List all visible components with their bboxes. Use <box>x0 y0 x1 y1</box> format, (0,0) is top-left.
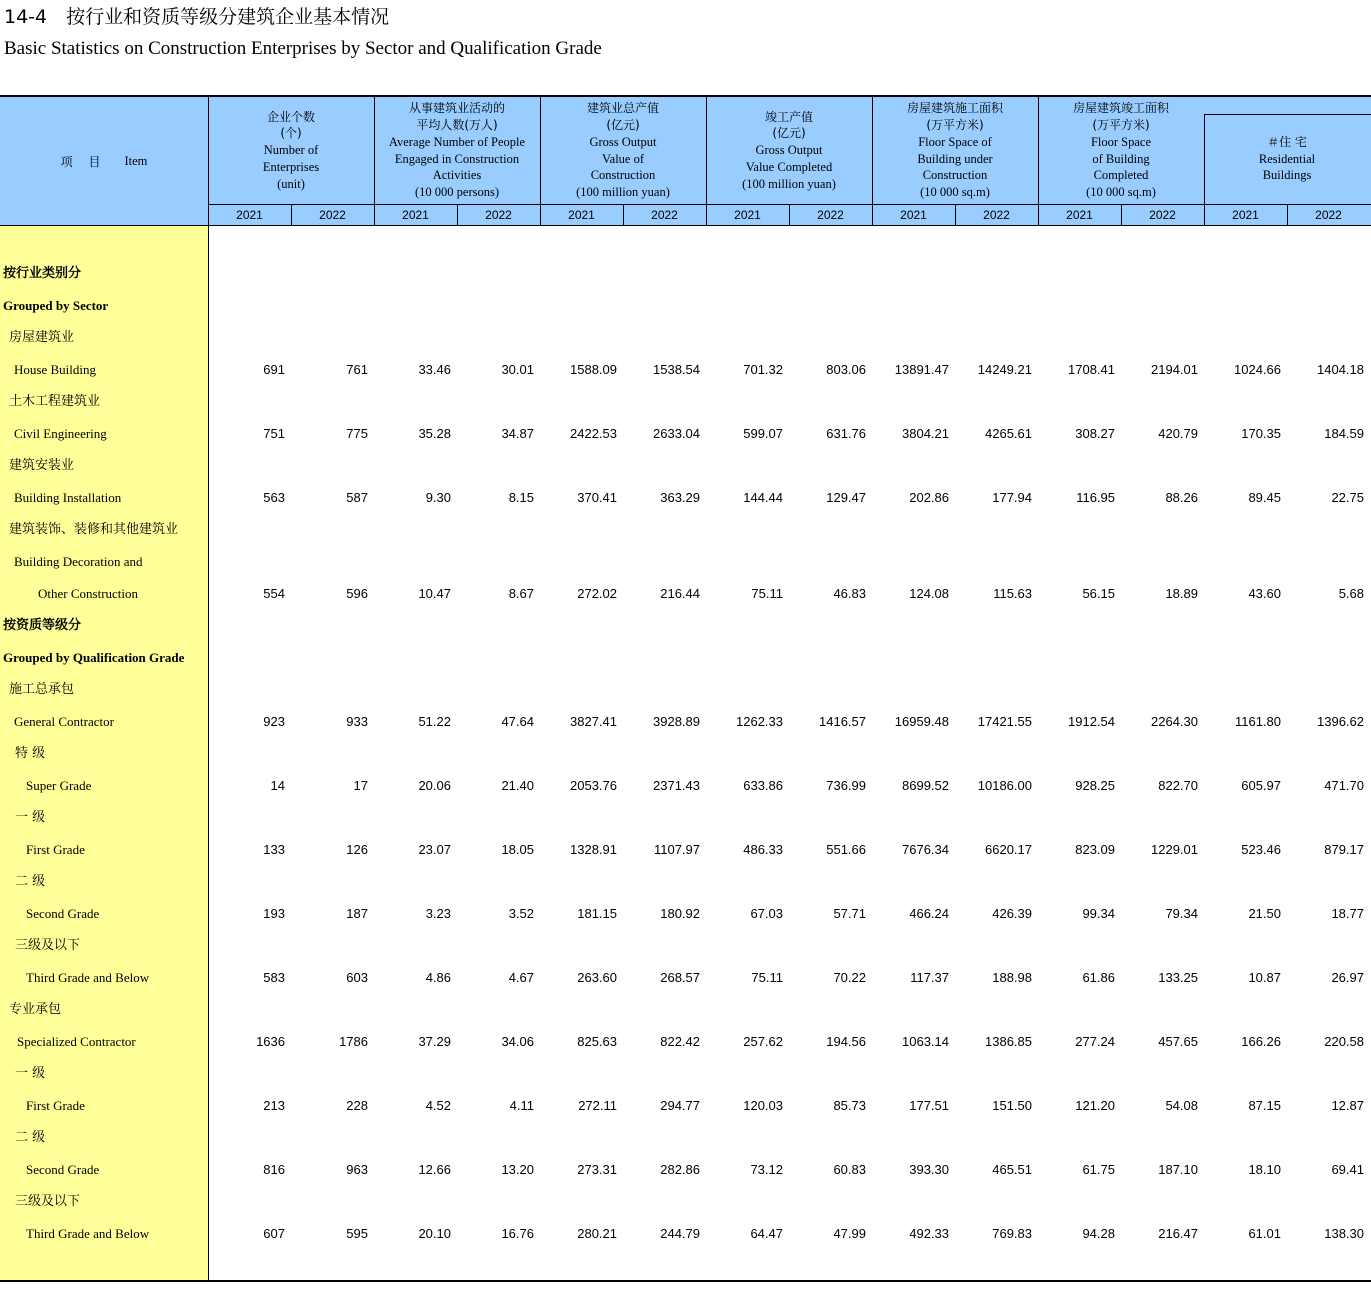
data-cell: 10.87 <box>1248 970 1281 985</box>
data-cell: 1386.85 <box>985 1034 1032 1049</box>
column-header-line: Gross Output <box>755 143 823 158</box>
bottom-rule <box>0 1280 1371 1282</box>
data-cell: 35.28 <box>418 426 451 441</box>
data-cell: 177.51 <box>909 1098 949 1113</box>
item-header-cn: 项 目 <box>60 154 107 169</box>
data-cell: 492.33 <box>909 1226 949 1241</box>
year-header-cell: 2022 <box>651 208 678 222</box>
data-cell: 89.45 <box>1248 490 1281 505</box>
column-header-line: (100 million yuan) <box>576 185 670 200</box>
column-header-line: (个) <box>280 126 302 141</box>
data-cell: 761 <box>346 362 368 377</box>
column-header-line: (10 000 sq.m) <box>920 185 990 200</box>
data-cell: 18.77 <box>1331 906 1364 921</box>
year-header-cell: 2021 <box>900 208 927 222</box>
data-cell: 121.20 <box>1075 1098 1115 1113</box>
row-label: 房屋建筑业 <box>9 330 75 345</box>
row-label: 二 级 <box>15 874 46 889</box>
data-cell: 823.09 <box>1075 842 1115 857</box>
data-cell: 73.12 <box>750 1162 783 1177</box>
data-cell: 133 <box>263 842 285 857</box>
year-row-top-line <box>208 204 1371 205</box>
data-cell: 257.62 <box>743 1034 783 1049</box>
column-header-line: Residential <box>1258 151 1316 166</box>
data-cell: 1588.09 <box>570 362 617 377</box>
data-cell: 33.46 <box>418 362 451 377</box>
data-cell: 596 <box>346 586 368 601</box>
data-cell: 21.50 <box>1248 906 1281 921</box>
data-cell: 16959.48 <box>894 714 949 729</box>
data-cell: 213 <box>263 1098 285 1113</box>
data-cell: 64.47 <box>750 1226 783 1241</box>
data-cell: 607 <box>263 1226 285 1241</box>
row-label: Building Decoration and <box>14 554 143 569</box>
data-cell: 457.65 <box>1158 1034 1198 1049</box>
data-cell: 923 <box>263 714 285 729</box>
row-label: Third Grade and Below <box>26 1226 150 1241</box>
row-label: 专业承包 <box>9 1002 62 1017</box>
year-divider <box>623 204 624 225</box>
column-header-line: (100 million yuan) <box>742 176 836 191</box>
data-cell: 51.22 <box>418 714 451 729</box>
data-cell: 2422.53 <box>570 426 617 441</box>
data-cell: 803.06 <box>826 362 866 377</box>
data-cell: 133.25 <box>1158 970 1198 985</box>
row-label: Second Grade <box>26 1162 100 1177</box>
data-cell: 88.26 <box>1165 490 1198 505</box>
data-cell: 193 <box>263 906 285 921</box>
data-cell: 61.01 <box>1248 1226 1281 1241</box>
data-cell: 61.86 <box>1082 970 1115 985</box>
data-cell: 1912.54 <box>1068 714 1115 729</box>
column-header-5 <box>872 97 1038 204</box>
data-cell: 277.24 <box>1075 1034 1115 1049</box>
data-cell: 8.67 <box>508 586 534 601</box>
data-cell: 263.60 <box>577 970 617 985</box>
column-header-line: Floor Space of <box>918 134 992 149</box>
data-cell: 115.63 <box>993 586 1032 601</box>
column-header-line: 企业个数 <box>266 109 315 124</box>
data-cell: 75.11 <box>751 586 783 601</box>
data-cell: 2053.76 <box>570 778 617 793</box>
data-cell: 216.47 <box>1158 1226 1198 1241</box>
year-header-cell: 2022 <box>817 208 844 222</box>
data-cell: 822.42 <box>660 1034 700 1049</box>
data-cell: 595 <box>346 1226 368 1241</box>
data-cell: 933 <box>346 714 368 729</box>
data-cell: 1786 <box>339 1034 368 1049</box>
data-cell: 420.79 <box>1158 426 1198 441</box>
data-cell: 1538.54 <box>653 362 700 377</box>
column-header-6 <box>1038 97 1204 204</box>
data-cell: 2194.01 <box>1151 362 1198 377</box>
data-cell: 1063.14 <box>902 1034 949 1049</box>
data-cell: 4265.61 <box>985 426 1032 441</box>
data-cell: 775 <box>346 426 368 441</box>
data-cell: 47.99 <box>833 1226 866 1241</box>
year-divider <box>789 204 790 225</box>
data-cell: 194.56 <box>826 1034 866 1049</box>
column-header-line: Construction <box>922 168 988 183</box>
data-cell: 166.26 <box>1241 1034 1281 1049</box>
header-bottom-rule <box>0 225 1371 226</box>
data-cell: 603 <box>346 970 368 985</box>
data-cell: 37.29 <box>418 1034 451 1049</box>
data-cell: 43.60 <box>1248 586 1281 601</box>
table-title-en: Basic Statistics on Construction Enterprises by Sector and Qualification Grade <box>4 38 602 59</box>
data-cell: 20.06 <box>418 778 451 793</box>
row-label: 二 级 <box>15 1130 46 1145</box>
column-header-line: 从事建筑业活动的 <box>408 101 505 116</box>
row-label: Grouped by Qualification Grade <box>3 650 185 665</box>
data-cell: 17 <box>353 778 368 793</box>
data-cell: 12.66 <box>418 1162 451 1177</box>
data-cell: 228 <box>346 1098 368 1113</box>
data-cell: 184.59 <box>1324 426 1364 441</box>
column-header-line: Enterprises <box>262 159 320 174</box>
data-cell: 2264.30 <box>1151 714 1198 729</box>
year-divider <box>1121 204 1122 225</box>
data-cell: 47.64 <box>501 714 534 729</box>
row-label: Civil Engineering <box>14 426 107 441</box>
data-cell: 631.76 <box>826 426 866 441</box>
data-cell: 3928.89 <box>653 714 700 729</box>
year-header-cell: 2022 <box>319 208 346 222</box>
data-cell: 8699.52 <box>902 778 949 793</box>
data-cell: 280.21 <box>577 1226 617 1241</box>
data-cell: 6620.17 <box>985 842 1032 857</box>
column-header-line: Completed <box>1093 168 1149 183</box>
data-cell: 16.76 <box>501 1226 534 1241</box>
data-cell: 116.95 <box>1076 490 1115 505</box>
data-cell: 551.66 <box>826 842 866 857</box>
item-column-header <box>0 97 208 225</box>
data-cell: 4.86 <box>425 970 451 985</box>
year-header-cell: 2021 <box>402 208 429 222</box>
data-cell: 9.30 <box>425 490 451 505</box>
data-cell: 769.83 <box>992 1226 1032 1241</box>
data-cell: 599.07 <box>743 426 783 441</box>
column-header-line: (亿元) <box>606 117 640 132</box>
column-header-2 <box>374 97 540 204</box>
data-cell: 188.98 <box>992 970 1032 985</box>
data-cell: 5.68 <box>1338 586 1364 601</box>
row-label: 按行业类别分 <box>3 266 82 281</box>
column-header-line: Gross Output <box>589 134 657 149</box>
column-header-line: Value of <box>602 151 644 166</box>
data-cell: 736.99 <box>826 778 866 793</box>
data-cell: 465.51 <box>992 1162 1032 1177</box>
data-cell: 1708.41 <box>1068 362 1115 377</box>
data-cell: 216.44 <box>660 586 700 601</box>
data-cell: 294.77 <box>660 1098 700 1113</box>
data-cell: 23.07 <box>418 842 451 857</box>
year-header-cell: 2022 <box>983 208 1010 222</box>
data-cell: 120.03 <box>743 1098 783 1113</box>
data-cell: 138.30 <box>1324 1226 1364 1241</box>
data-cell: 273.31 <box>577 1162 617 1177</box>
data-cell: 282.86 <box>660 1162 700 1177</box>
row-label: Specialized Contractor <box>17 1034 136 1049</box>
data-cell: 1229.01 <box>1151 842 1198 857</box>
data-cell: 1404.18 <box>1317 362 1364 377</box>
data-cell: 268.57 <box>660 970 700 985</box>
column-header-line: Floor Space <box>1090 134 1152 149</box>
data-cell: 605.97 <box>1241 778 1281 793</box>
row-label: Second Grade <box>26 906 100 921</box>
data-cell: 85.73 <box>833 1098 866 1113</box>
column-header-line: (万平方米) <box>1092 117 1150 132</box>
data-cell: 180.92 <box>660 906 700 921</box>
column-header-line: Activities <box>432 168 482 183</box>
data-cell: 554 <box>263 586 285 601</box>
column-header-line: Number of <box>263 143 319 158</box>
data-cell: 67.03 <box>750 906 783 921</box>
year-divider <box>1287 204 1288 225</box>
data-cell: 13891.47 <box>894 362 949 377</box>
data-cell: 54.08 <box>1165 1098 1198 1113</box>
column-header-line: 建筑业总产值 <box>586 101 659 116</box>
data-cell: 34.87 <box>501 426 534 441</box>
data-cell: 963 <box>346 1162 368 1177</box>
data-cell: 144.44 <box>743 490 783 505</box>
data-cell: 633.86 <box>743 778 783 793</box>
data-cell: 563 <box>263 490 285 505</box>
data-cell: 124.08 <box>909 586 949 601</box>
data-cell: 60.83 <box>833 1162 866 1177</box>
data-cell: 751 <box>263 426 285 441</box>
data-cell: 701.32 <box>743 362 783 377</box>
data-cell: 2371.43 <box>653 778 700 793</box>
data-cell: 1328.91 <box>570 842 617 857</box>
column-header-line: ＃住 宅 <box>1267 134 1307 149</box>
data-cell: 10.47 <box>418 586 451 601</box>
data-cell: 129.47 <box>826 490 866 505</box>
row-label: Other Construction <box>38 586 139 601</box>
data-cell: 1024.66 <box>1234 362 1281 377</box>
column-header-line: 房屋建筑竣工面积 <box>1072 101 1169 116</box>
data-cell: 2633.04 <box>653 426 700 441</box>
data-cell: 272.11 <box>578 1098 617 1113</box>
year-divider <box>291 204 292 225</box>
year-header-cell: 2022 <box>1149 208 1176 222</box>
group-divider <box>1204 114 1205 225</box>
column-header-line: Average Number of People <box>388 134 526 149</box>
group-divider <box>374 97 375 225</box>
data-cell: 220.58 <box>1324 1034 1364 1049</box>
data-cell: 691 <box>263 362 285 377</box>
data-cell: 879.17 <box>1324 842 1364 857</box>
data-cell: 18.05 <box>501 842 534 857</box>
data-cell: 46.83 <box>833 586 866 601</box>
data-cell: 1416.57 <box>819 714 866 729</box>
year-header-cell: 2021 <box>1232 208 1259 222</box>
row-label: 一 级 <box>15 810 46 825</box>
data-cell: 393.30 <box>909 1162 949 1177</box>
row-label: 按资质等级分 <box>3 618 82 633</box>
data-cell: 18.10 <box>1248 1162 1281 1177</box>
column-header-line: Building under <box>917 151 993 166</box>
year-divider <box>955 204 956 225</box>
row-label: Super Grade <box>26 778 92 793</box>
column-header-line: 平均人数(万人) <box>416 117 498 132</box>
data-cell: 17421.55 <box>977 714 1032 729</box>
data-cell: 4.52 <box>425 1098 451 1113</box>
data-cell: 426.39 <box>992 906 1032 921</box>
data-cell: 10186.00 <box>977 778 1032 793</box>
year-header-cell: 2022 <box>1315 208 1342 222</box>
row-label: 三级及以下 <box>15 1194 81 1209</box>
data-cell: 30.01 <box>501 362 534 377</box>
column-header-4 <box>706 97 872 204</box>
data-cell: 126 <box>346 842 368 857</box>
data-cell: 79.34 <box>1165 906 1198 921</box>
row-label: 土木工程建筑业 <box>9 394 101 409</box>
data-cell: 825.63 <box>577 1034 617 1049</box>
data-cell: 202.86 <box>909 490 949 505</box>
data-cell: 244.79 <box>660 1226 700 1241</box>
column-header-line: Buildings <box>1262 168 1312 183</box>
data-cell: 21.40 <box>501 778 534 793</box>
data-cell: 20.10 <box>418 1226 451 1241</box>
data-cell: 99.34 <box>1082 906 1115 921</box>
data-cell: 7676.34 <box>902 842 949 857</box>
data-cell: 466.24 <box>909 906 949 921</box>
data-cell: 4.11 <box>509 1098 534 1113</box>
data-cell: 1262.33 <box>736 714 783 729</box>
row-label: First Grade <box>26 1098 85 1113</box>
data-cell: 177.94 <box>992 490 1032 505</box>
year-header-cell: 2021 <box>568 208 595 222</box>
data-cell: 486.33 <box>743 842 783 857</box>
data-cell: 3.52 <box>508 906 534 921</box>
data-cell: 18.89 <box>1165 586 1198 601</box>
year-header-cell: 2021 <box>734 208 761 222</box>
data-cell: 816 <box>263 1162 285 1177</box>
row-label: 特 级 <box>15 746 46 761</box>
data-cell: 94.28 <box>1082 1226 1115 1241</box>
column-header-residential <box>1204 114 1370 204</box>
data-cell: 56.15 <box>1082 586 1115 601</box>
group-divider <box>872 97 873 225</box>
data-cell: 13.20 <box>501 1162 534 1177</box>
column-header-line: Construction <box>590 168 656 183</box>
column-header-line: (unit) <box>277 176 305 191</box>
data-cell: 523.46 <box>1241 842 1281 857</box>
data-cell: 70.22 <box>833 970 866 985</box>
row-label: Third Grade and Below <box>26 970 150 985</box>
data-cell: 26.97 <box>1331 970 1364 985</box>
data-cell: 587 <box>346 490 368 505</box>
year-header-cell: 2021 <box>1066 208 1093 222</box>
data-cell: 3827.41 <box>570 714 617 729</box>
group-divider <box>540 97 541 225</box>
data-cell: 8.15 <box>508 490 534 505</box>
data-cell: 187 <box>346 906 368 921</box>
group-divider <box>706 97 707 225</box>
data-cell: 34.06 <box>501 1034 534 1049</box>
data-cell: 272.02 <box>577 586 617 601</box>
column-header-line: (亿元) <box>772 126 806 141</box>
column-header-line: (10 000 persons) <box>414 185 499 200</box>
row-label: 三级及以下 <box>15 938 81 953</box>
data-cell: 471.70 <box>1324 778 1364 793</box>
column-header-3 <box>540 97 706 204</box>
data-cell: 1396.62 <box>1317 714 1364 729</box>
data-cell: 3.23 <box>425 906 451 921</box>
row-label: 建筑安装业 <box>9 458 75 473</box>
data-cell: 822.70 <box>1158 778 1198 793</box>
table-title-cn: 14-4 按行业和资质等级分建筑企业基本情况 <box>4 6 390 28</box>
data-cell: 1636 <box>256 1034 285 1049</box>
data-cell: 181.15 <box>577 906 617 921</box>
data-cell: 117.37 <box>910 970 949 985</box>
data-cell: 14249.21 <box>977 362 1032 377</box>
row-label: General Contractor <box>14 714 114 729</box>
data-cell: 57.71 <box>833 906 866 921</box>
data-cell: 69.41 <box>1331 1162 1364 1177</box>
data-cell: 151.50 <box>992 1098 1032 1113</box>
data-cell: 14 <box>270 778 285 793</box>
data-cell: 363.29 <box>660 490 700 505</box>
data-cell: 1161.80 <box>1234 714 1281 729</box>
column-header-1 <box>208 97 374 204</box>
row-label: House Building <box>14 362 96 377</box>
row-label: First Grade <box>26 842 85 857</box>
data-cell: 583 <box>263 970 285 985</box>
data-cell: 3804.21 <box>902 426 949 441</box>
data-cell: 61.75 <box>1082 1162 1115 1177</box>
data-cell: 370.41 <box>577 490 617 505</box>
data-cell: 12.87 <box>1331 1098 1364 1113</box>
data-cell: 22.75 <box>1331 490 1364 505</box>
year-divider <box>457 204 458 225</box>
column-header-line: Engaged in Construction <box>394 151 520 166</box>
data-cell: 75.11 <box>751 970 783 985</box>
column-header-line: 竣工产值 <box>764 109 813 124</box>
column-header-line: Value Completed <box>745 159 833 174</box>
row-label: 一 级 <box>15 1066 46 1081</box>
column-header-line: 房屋建筑施工面积 <box>906 101 1003 116</box>
data-cell: 4.67 <box>508 970 534 985</box>
year-header-cell: 2022 <box>485 208 512 222</box>
row-label: 建筑装饰、装修和其他建筑业 <box>9 522 179 537</box>
data-cell: 187.10 <box>1158 1162 1198 1177</box>
row-label: 施工总承包 <box>9 682 75 697</box>
row-label: Building Installation <box>14 490 122 505</box>
data-cell: 87.15 <box>1248 1098 1281 1113</box>
year-header-cell: 2021 <box>236 208 263 222</box>
column-header-line: (万平方米) <box>926 117 984 132</box>
data-cell: 170.35 <box>1241 426 1281 441</box>
group-divider <box>1038 97 1039 225</box>
column-header-line: of Building <box>1092 151 1150 166</box>
data-cell: 1107.97 <box>653 842 700 857</box>
residential-top-line <box>1204 114 1371 115</box>
item-header-en: Item <box>124 153 148 168</box>
data-cell: 308.27 <box>1075 426 1115 441</box>
data-cell: 928.25 <box>1075 778 1115 793</box>
row-label: Grouped by Sector <box>3 298 109 313</box>
column-header-line: (10 000 sq.m) <box>1086 185 1156 200</box>
